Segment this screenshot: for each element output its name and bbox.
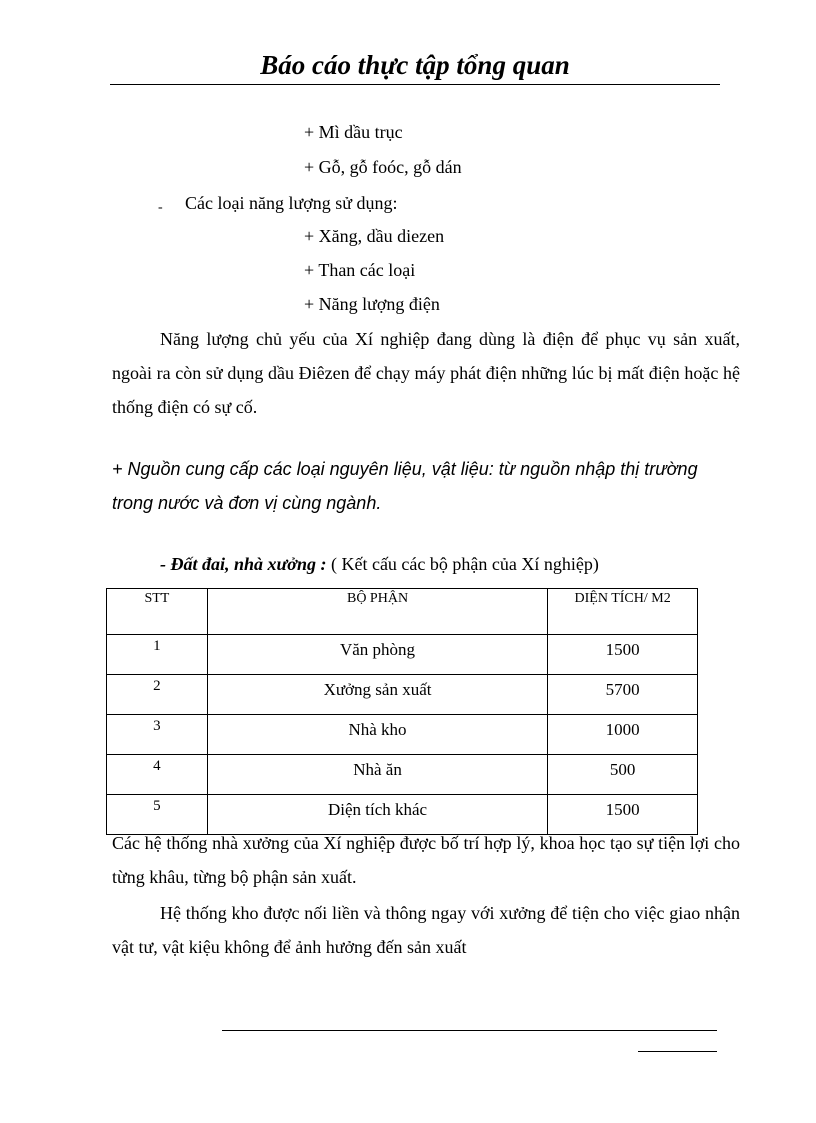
row-department: Diện tích khác (207, 795, 547, 835)
energy-item-1: + Xăng, dầu diezen (304, 226, 445, 246)
row-department: Văn phòng (207, 635, 547, 675)
row-area: 1000 (548, 715, 698, 755)
row-stt: 5 (107, 795, 208, 835)
land-note: ( Kết cấu các bộ phận của Xí nghiệp) (326, 554, 599, 574)
row-stt: 2 (107, 675, 208, 715)
row-department: Nhà ăn (207, 755, 547, 795)
energy-bullet: - (158, 200, 163, 215)
paragraph-energy: Năng lượng chủ yếu của Xí nghiệp đang dùng là điện để phục vụ sản xuất, ngoài ra còn sử dụng dầu Điêzen để chạy máy phát điện những lúc bị mất điện hoặc hệ thống điện có sự cố. (112, 329, 740, 417)
energy-item-2: + Than các loại (304, 260, 416, 280)
energy-heading: Các loại năng lượng sử dụng: (185, 193, 398, 213)
row-area: 5700 (548, 675, 698, 715)
row-stt: 1 (107, 635, 208, 675)
table-header-row (107, 589, 698, 635)
table-row (107, 635, 698, 675)
paragraph-layout: Các hệ thống nhà xưởng của Xí nghiệp được bố trí hợp lý, khoa học tạo sự tiện lợi cho từng khâu, từng bộ phận sản xuất. (112, 833, 740, 887)
energy-item-3: + Năng lượng điện (304, 294, 440, 314)
table-row (107, 755, 698, 795)
material-item-2: + Gỗ, gỗ foóc, gỗ dán (304, 157, 462, 177)
row-area: 500 (548, 755, 698, 795)
land-heading (160, 554, 599, 575)
row-area: 1500 (548, 635, 698, 675)
land-table (106, 588, 698, 835)
row-department: Nhà kho (207, 715, 547, 755)
paragraph-supply: + Nguồn cung cấp các loại nguyên liệu, vật liệu: từ nguồn nhập thị trường trong nước và đơn vị cùng ngành. (112, 459, 698, 513)
header-underline (110, 84, 720, 85)
table-row (107, 715, 698, 755)
footer-rule (222, 1030, 717, 1031)
header-stt: STT (107, 589, 208, 635)
row-area: 1500 (548, 795, 698, 835)
header-department: BỘ PHẬN (207, 589, 547, 635)
land-label: - Đất đai, nhà xưởng : (160, 554, 327, 574)
header-area: DIỆN TÍCH/ M2 (548, 589, 698, 635)
table-row (107, 675, 698, 715)
page-title: Báo cáo thực tập tổng quan (260, 50, 570, 80)
row-department: Xưởng sản xuất (207, 675, 547, 715)
row-stt: 3 (107, 715, 208, 755)
material-item-1: + Mì dầu trục (304, 122, 403, 142)
row-stt: 4 (107, 755, 208, 795)
paragraph-storage: Hệ thống kho được nối liền và thông ngay với xưởng để tiện cho việc giao nhận vật tư, vật kiệu không để ảnh hưởng đến sản xuất (112, 903, 740, 957)
footer-rule-short (638, 1051, 717, 1052)
